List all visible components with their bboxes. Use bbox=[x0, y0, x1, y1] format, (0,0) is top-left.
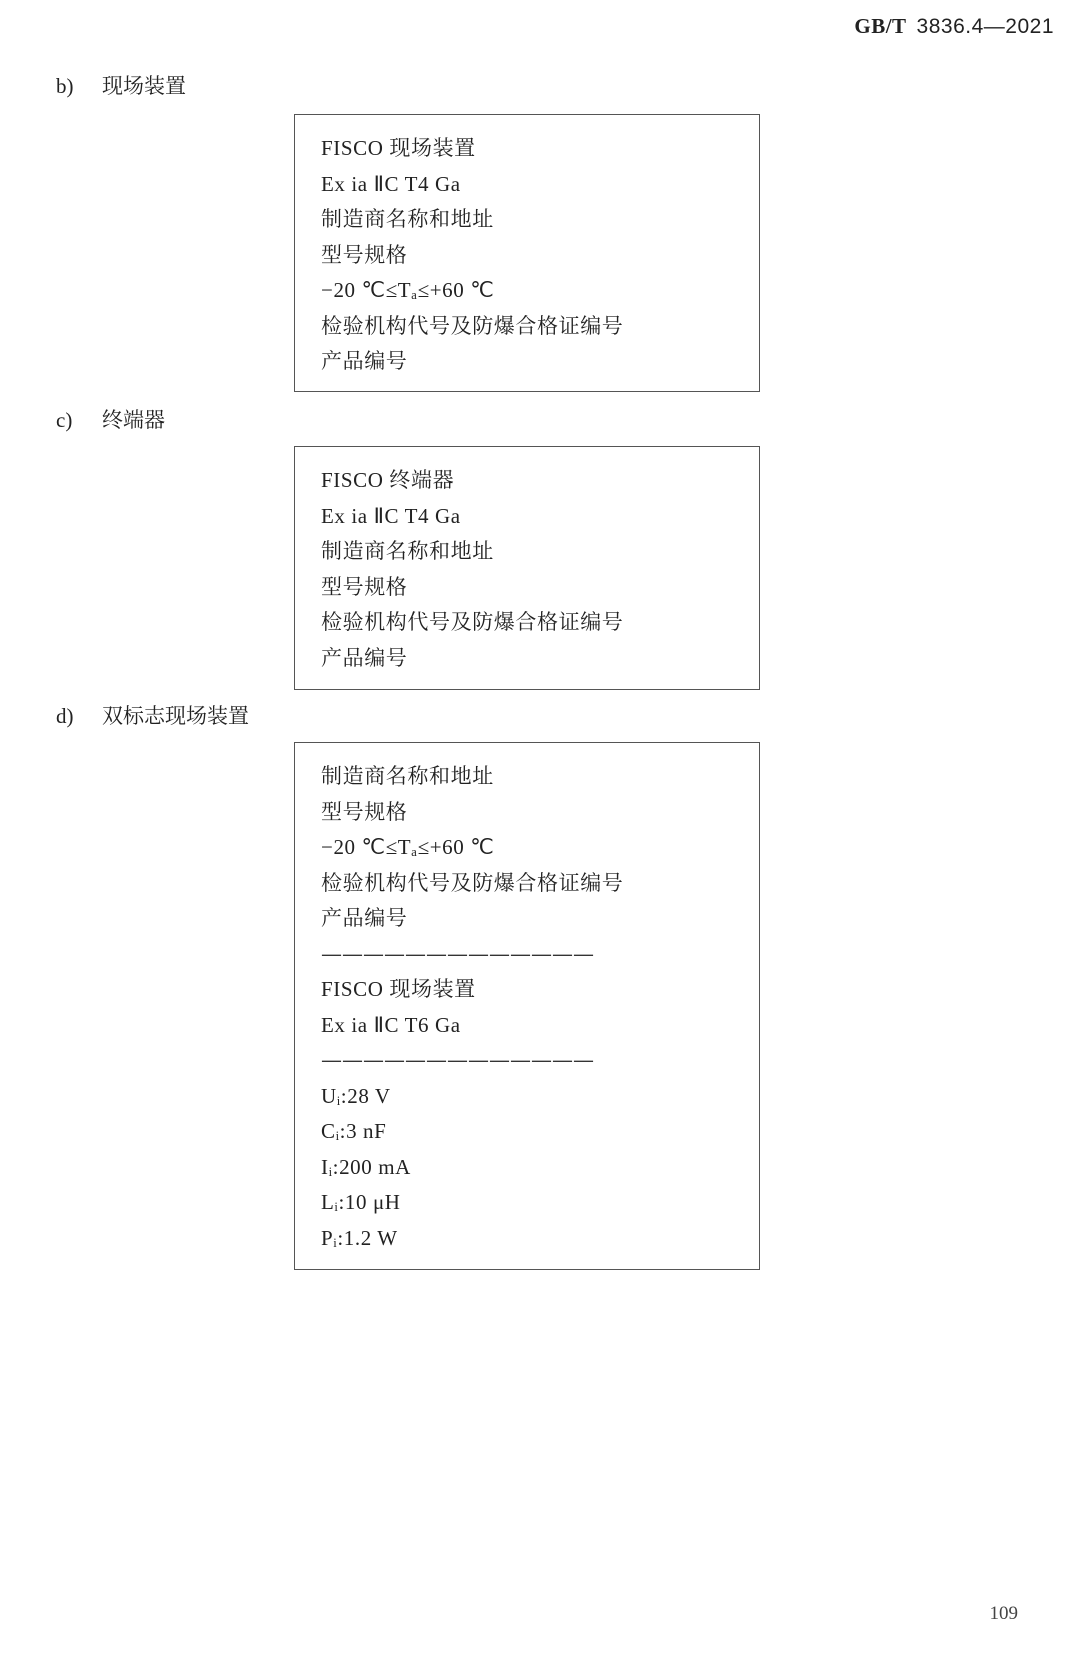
standard-number bbox=[854, 14, 1054, 39]
marking-line: FISCO 现场装置 bbox=[321, 136, 476, 160]
separator-line: ————————————— bbox=[321, 1048, 594, 1072]
parameter-line: Lᵢ:10 μH bbox=[321, 1190, 401, 1214]
section-letter: c) bbox=[56, 408, 73, 432]
marking-line: 产品编号 bbox=[321, 349, 408, 373]
section-heading-b bbox=[56, 70, 186, 100]
marking-line: 产品编号 bbox=[321, 645, 408, 670]
marking-line: −20 ℃≤Tₐ≤+60 ℃ bbox=[321, 835, 495, 859]
section-title: 双标志现场装置 bbox=[102, 704, 249, 728]
standard-code: 3836.4—2021 bbox=[916, 15, 1054, 38]
section-letter: d) bbox=[56, 704, 74, 728]
marking-line: 制造商名称和地址 bbox=[321, 207, 494, 231]
marking-line: 型号规格 bbox=[321, 799, 408, 824]
marking-line: 检验机构代号及防爆合格证编号 bbox=[321, 870, 624, 895]
marking-line: Ex ia ⅡC T6 Ga bbox=[321, 1012, 461, 1037]
marking-line: 制造商名称和地址 bbox=[321, 539, 494, 563]
parameter-line: Iᵢ:200 mA bbox=[321, 1154, 411, 1179]
marking-box-field-device bbox=[294, 114, 760, 392]
marking-line: 产品编号 bbox=[321, 906, 408, 930]
marking-line: 型号规格 bbox=[321, 242, 408, 267]
section-heading-c bbox=[56, 404, 165, 434]
parameter-line: Uᵢ:28 V bbox=[321, 1083, 391, 1108]
marking-line: 型号规格 bbox=[321, 574, 408, 599]
separator-line: ————————————— bbox=[321, 941, 594, 966]
parameter-line: Cᵢ:3 nF bbox=[321, 1119, 387, 1143]
marking-box-terminator bbox=[294, 446, 760, 690]
section-title: 现场装置 bbox=[102, 74, 186, 98]
section-title: 终端器 bbox=[102, 408, 165, 432]
parameter-line: Pᵢ:1.2 W bbox=[321, 1225, 398, 1250]
section-letter: b) bbox=[56, 74, 74, 98]
marking-box-dual-marked-device bbox=[294, 742, 760, 1270]
marking-line: 检验机构代号及防爆合格证编号 bbox=[321, 313, 624, 338]
marking-line: 制造商名称和地址 bbox=[321, 764, 494, 788]
standard-prefix: GB/T bbox=[854, 14, 907, 38]
marking-line: FISCO 终端器 bbox=[321, 468, 455, 492]
marking-line: Ex ia ⅡC T4 Ga bbox=[321, 503, 461, 528]
page-number: 109 bbox=[989, 1603, 1018, 1624]
marking-line: 检验机构代号及防爆合格证编号 bbox=[321, 610, 624, 634]
marking-line: FISCO 现场装置 bbox=[321, 977, 476, 1001]
section-heading-d bbox=[56, 700, 249, 730]
marking-line: Ex ia ⅡC T4 Ga bbox=[321, 171, 461, 196]
marking-line: −20 ℃≤Tₐ≤+60 ℃ bbox=[321, 278, 495, 302]
